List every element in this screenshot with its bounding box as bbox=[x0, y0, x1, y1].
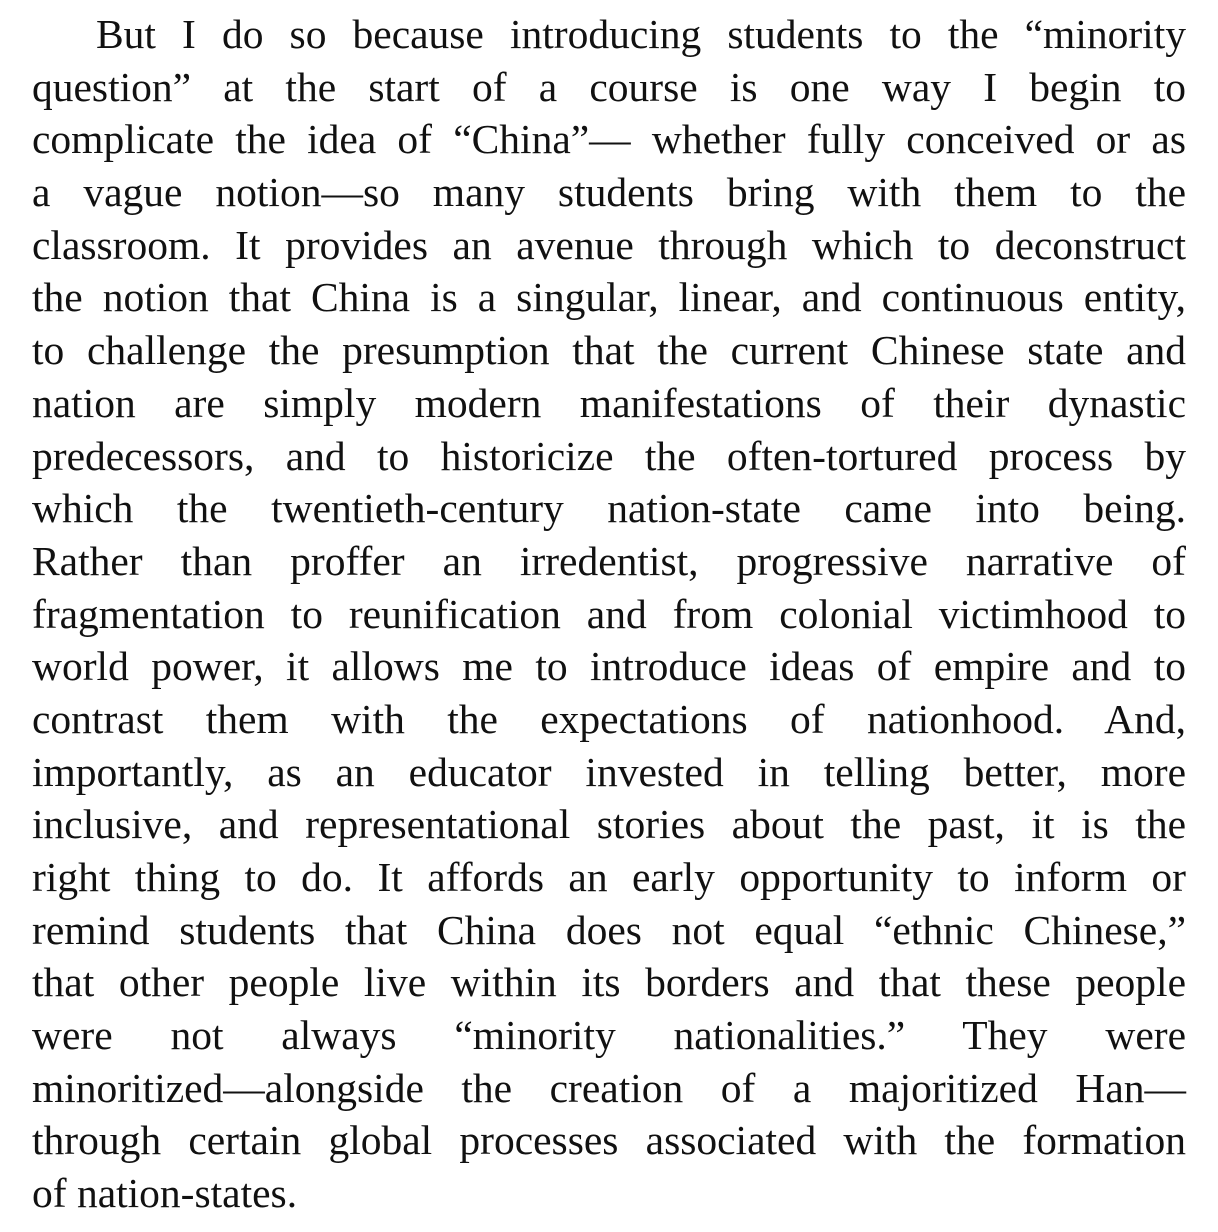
paragraph-line: Rather than proffer an irredentist, progressive narrative of bbox=[32, 537, 1186, 584]
paragraph-line: question” at the start of a course is one way I begin to bbox=[32, 63, 1186, 110]
paragraph-line: that other people live within its borders and that these people bbox=[32, 959, 1186, 1006]
paragraph-line: right thing to do. It affords an early opportunity to inform or bbox=[32, 854, 1186, 900]
body-paragraph bbox=[32, 8, 1186, 1220]
paragraph-line: contrast them with the expectations of nationhood. And, bbox=[32, 695, 1186, 742]
paragraph-line: fragmentation to reunification and from colonial victimhood to bbox=[32, 590, 1186, 637]
paragraph-line: But I do so because introducing students to the “minority bbox=[96, 11, 1186, 57]
paragraph-line: predecessors, and to historicize the often-tortured process by bbox=[32, 432, 1186, 479]
paragraph-line: remind students that China does not equal “ethnic Chinese,” bbox=[32, 906, 1186, 953]
paragraph-line: the notion that China is a singular, linear, and continuous entity, bbox=[32, 274, 1186, 321]
paragraph-line: nation are simply modern manifestations of their dynastic bbox=[32, 379, 1186, 426]
paragraph-line: inclusive, and representational stories about the past, it is the bbox=[32, 801, 1186, 848]
paragraph-line: to challenge the presumption that the current Chinese state and bbox=[32, 327, 1186, 374]
paragraph-line: world power, it allows me to introduce ideas of empire and to bbox=[32, 643, 1186, 690]
paragraph-line: through certain global processes associated with the formation bbox=[32, 1117, 1186, 1164]
paragraph-line: minoritized—alongside the creation of a majoritized Han— bbox=[32, 1064, 1186, 1111]
paragraph-line: classroom. It provides an avenue through which to deconstruct bbox=[32, 221, 1186, 268]
paragraph-line: were not always “minority nationalities.” They were bbox=[32, 1012, 1186, 1059]
paragraph-line: complicate the idea of “China”— whether fully conceived or as bbox=[32, 116, 1186, 163]
paragraph-line: which the twentieth-century nation-state came into being. bbox=[32, 485, 1186, 532]
paragraph-line: of nation-states. bbox=[32, 1170, 298, 1217]
paragraph-line: importantly, as an educator invested in telling better, more bbox=[32, 748, 1186, 795]
paragraph-line: a vague notion—so many students bring with them to the bbox=[32, 169, 1186, 216]
